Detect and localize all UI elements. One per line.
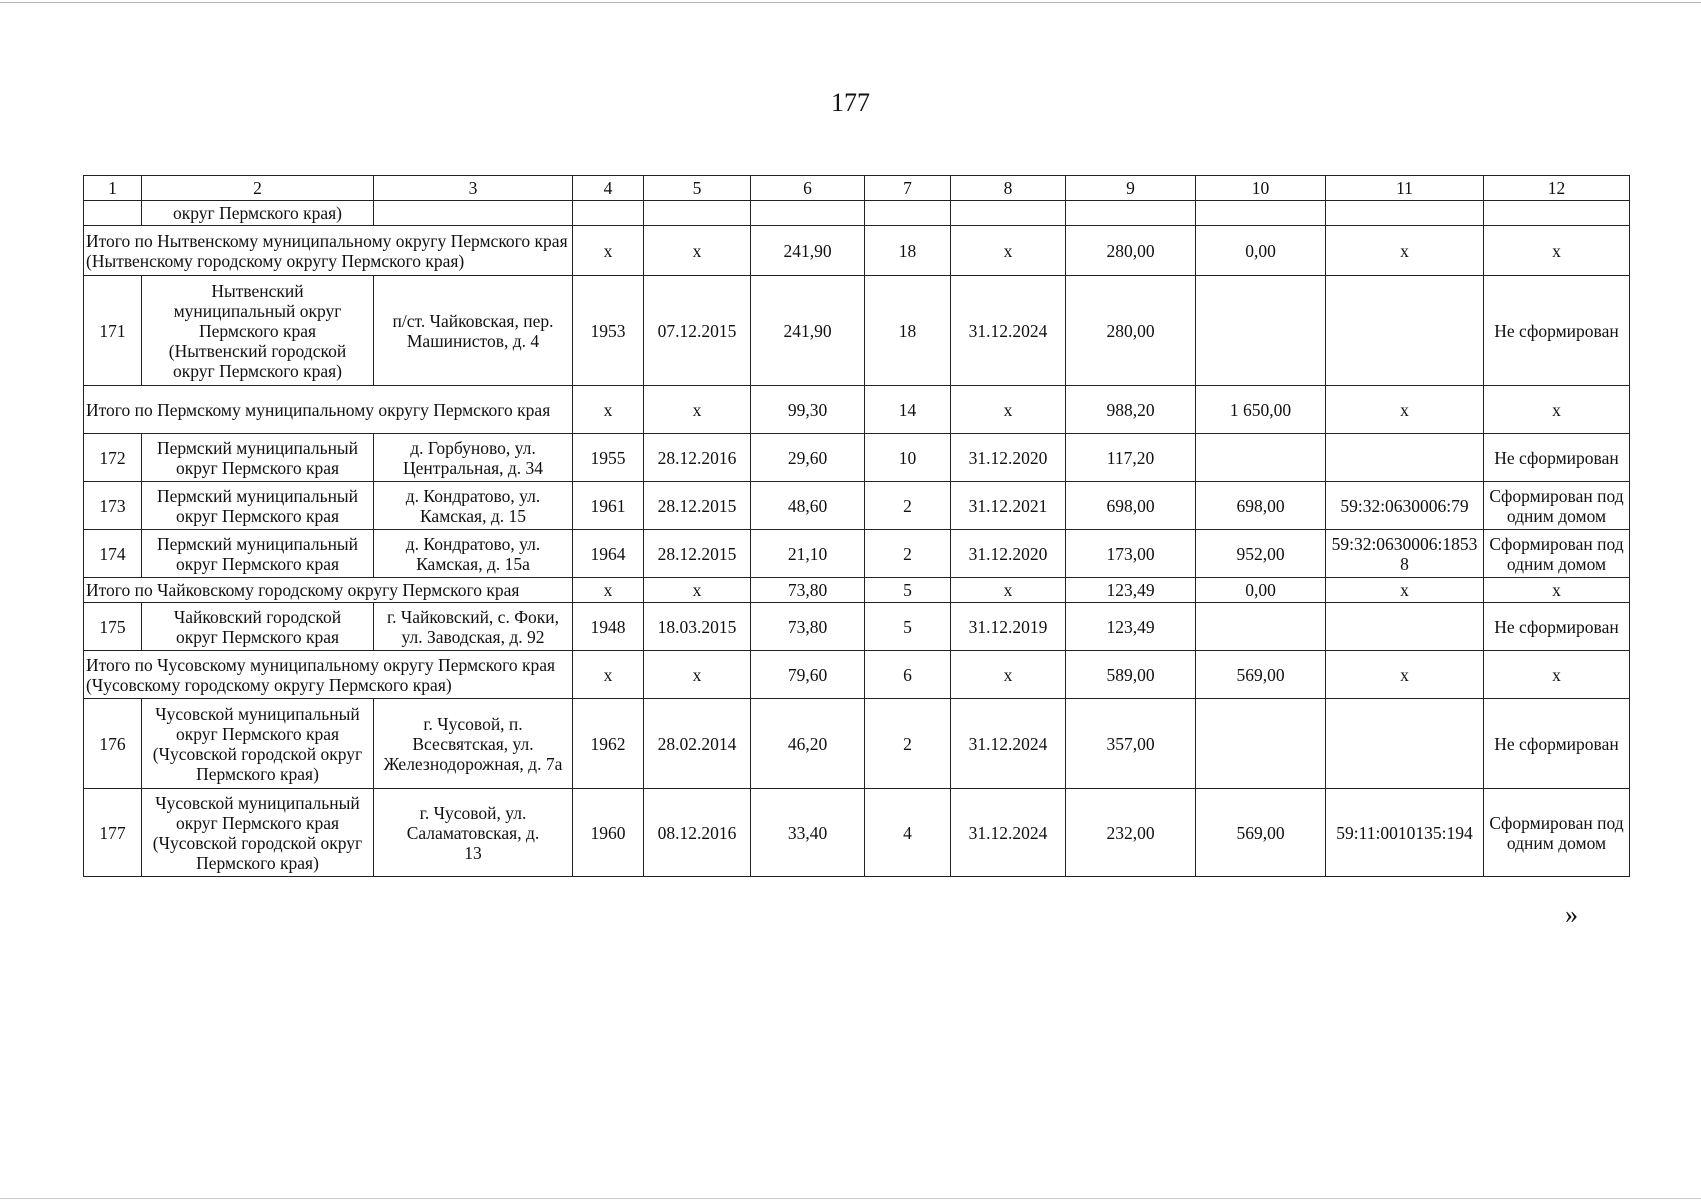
cell-address: п/ст. Чайковская, пер. Машинистов, д. 4 — [374, 276, 573, 386]
column-number: 11 — [1326, 176, 1484, 201]
cell-cadastral: x — [1326, 651, 1484, 699]
cell-area: 99,30 — [751, 386, 865, 434]
cell-area: 73,80 — [751, 578, 865, 603]
cell-status: x — [1484, 386, 1630, 434]
cell-municipality: Пермский муниципальный округ Пермского края — [142, 482, 374, 530]
cell-residents: 2 — [865, 482, 951, 530]
subtotal-label: Итого по Нытвенскому муниципальному округу Пермского края (Нытвенскому городскому округу Пермского края) — [84, 226, 573, 276]
cell-residents: 10 — [865, 434, 951, 482]
table-row — [84, 699, 1630, 789]
cell-value-10: 952,00 — [1196, 530, 1326, 578]
cell-address: д. Кондратово, ул. Камская, д. 15а — [374, 530, 573, 578]
cell-date: 28.12.2016 — [644, 434, 751, 482]
cell-cadastral — [1326, 276, 1484, 386]
cell-year: x — [573, 651, 644, 699]
cell-address: г. Чусовой, ул. Саламатовская, д. 13 — [374, 789, 573, 877]
subtotal-row — [84, 226, 1630, 276]
cell-residents: 18 — [865, 276, 951, 386]
column-number: 4 — [573, 176, 644, 201]
cell-value-10: 698,00 — [1196, 482, 1326, 530]
cell-deadline: x — [951, 578, 1066, 603]
cell-residents: 5 — [865, 578, 951, 603]
cell-date: 07.12.2015 — [644, 276, 751, 386]
cell-residents: 5 — [865, 603, 951, 651]
table-row — [84, 276, 1630, 386]
table-row — [84, 530, 1630, 578]
cell-address: д. Кондратово, ул. Камская, д. 15 — [374, 482, 573, 530]
cell-cadastral — [1326, 434, 1484, 482]
cell-deadline: x — [951, 651, 1066, 699]
cell-cadastral: 59:11:0010135:194 — [1326, 789, 1484, 877]
cell-cadastral: x — [1326, 578, 1484, 603]
cell-date: 28.02.2014 — [644, 699, 751, 789]
cell-value-9: 698,00 — [1066, 482, 1196, 530]
column-number: 3 — [374, 176, 573, 201]
cell-year: 1964 — [573, 530, 644, 578]
cell-municipality: Чайковский городской округ Пермского края — [142, 603, 374, 651]
cell-value-9: 173,00 — [1066, 530, 1196, 578]
continuation-row — [84, 201, 1630, 226]
cell-value-10: 0,00 — [1196, 578, 1326, 603]
cell-date: x — [644, 386, 751, 434]
cell-residents: 2 — [865, 699, 951, 789]
cell-status: Не сформирован — [1484, 603, 1630, 651]
cell-cadastral — [1326, 699, 1484, 789]
cell-value-10 — [1196, 699, 1326, 789]
cell-value-10 — [1196, 276, 1326, 386]
column-number-row — [84, 176, 1630, 201]
cell-year: 1948 — [573, 603, 644, 651]
cell-year: 1960 — [573, 789, 644, 877]
cell-deadline: 31.12.2024 — [951, 789, 1066, 877]
cell-value-9: 280,00 — [1066, 226, 1196, 276]
cell-date: 08.12.2016 — [644, 789, 751, 877]
cell-value-10 — [1196, 603, 1326, 651]
cell-date: 28.12.2015 — [644, 530, 751, 578]
subtotal-label: Итого по Чусовскому муниципальному округу Пермского края (Чусовскому городскому округу Пермского края) — [84, 651, 573, 699]
cell-address: д. Горбуново, ул. Центральная, д. 34 — [374, 434, 573, 482]
column-number: 2 — [142, 176, 374, 201]
cell-date: x — [644, 578, 751, 603]
column-number: 7 — [865, 176, 951, 201]
cell-cadastral — [1326, 603, 1484, 651]
cell-status: x — [1484, 578, 1630, 603]
subtotal-row — [84, 651, 1630, 699]
cell-cadastral: 59:32:0630006:1853 8 — [1326, 530, 1484, 578]
cell-date: 18.03.2015 — [644, 603, 751, 651]
cell-status: Сформирован под одним домом — [1484, 482, 1630, 530]
cell-year: 1955 — [573, 434, 644, 482]
cell-year: x — [573, 226, 644, 276]
cell-deadline: x — [951, 386, 1066, 434]
cell-value-9: 123,49 — [1066, 603, 1196, 651]
cell-area: 73,80 — [751, 603, 865, 651]
cell-area: 241,90 — [751, 276, 865, 386]
cell-number: 171 — [84, 276, 142, 386]
column-number: 12 — [1484, 176, 1630, 201]
housing-registry-table — [83, 175, 1630, 877]
cell-deadline: x — [951, 226, 1066, 276]
cell-deadline: 31.12.2019 — [951, 603, 1066, 651]
cell-date: 28.12.2015 — [644, 482, 751, 530]
cell-number: 174 — [84, 530, 142, 578]
cell-address — [374, 201, 573, 226]
column-number: 6 — [751, 176, 865, 201]
cell-area: 79,60 — [751, 651, 865, 699]
subtotal-row — [84, 578, 1630, 603]
table-row — [84, 482, 1630, 530]
cell-year: 1962 — [573, 699, 644, 789]
column-number: 5 — [644, 176, 751, 201]
cell-area: 46,20 — [751, 699, 865, 789]
cell-deadline: 31.12.2024 — [951, 276, 1066, 386]
cell-area: 48,60 — [751, 482, 865, 530]
cell-date: x — [644, 226, 751, 276]
cell-value-9: 123,49 — [1066, 578, 1196, 603]
cell-year: 1953 — [573, 276, 644, 386]
cell-municipality: Пермский муниципальный округ Пермского края — [142, 434, 374, 482]
cell-number: 176 — [84, 699, 142, 789]
cell-municipality: Нытвенский муниципальный округ Пермского края (Нытвенский городской округ Пермского края) — [142, 276, 374, 386]
cell-value-10: 569,00 — [1196, 651, 1326, 699]
cell-residents: 4 — [865, 789, 951, 877]
cell-area: 241,90 — [751, 226, 865, 276]
cell-value-9: 589,00 — [1066, 651, 1196, 699]
subtotal-row — [84, 386, 1630, 434]
cell-cadastral: x — [1326, 386, 1484, 434]
cell-value-9: 280,00 — [1066, 276, 1196, 386]
table-row — [84, 434, 1630, 482]
cell-municipality: Чусовской муниципальный округ Пермского края (Чусовской городской округ Пермского края) — [142, 789, 374, 877]
cell-municipality: округ Пермского края) — [142, 201, 374, 226]
subtotal-label: Итого по Пермскому муниципальному округу Пермского края — [84, 386, 573, 434]
cell-status: x — [1484, 226, 1630, 276]
cell-value-10 — [1196, 434, 1326, 482]
cell-status: Сформирован под одним домом — [1484, 789, 1630, 877]
table-row — [84, 603, 1630, 651]
cell-residents: 6 — [865, 651, 951, 699]
scan-top-edge — [0, 2, 1701, 3]
cell-municipality: Чусовской муниципальный округ Пермского края (Чусовской городской округ Пермского края) — [142, 699, 374, 789]
scan-bottom-edge — [0, 1198, 1701, 1199]
cell-area: 21,10 — [751, 530, 865, 578]
cell-deadline: 31.12.2020 — [951, 530, 1066, 578]
page-number: 177 — [831, 88, 870, 117]
subtotal-label: Итого по Чайковскому городскому округу Пермского края — [84, 578, 573, 603]
cell-area: 33,40 — [751, 789, 865, 877]
cell-year: x — [573, 578, 644, 603]
cell-value-10: 0,00 — [1196, 226, 1326, 276]
cell-status: x — [1484, 651, 1630, 699]
cell-value-9: 357,00 — [1066, 699, 1196, 789]
cell-year: 1961 — [573, 482, 644, 530]
cell-number — [84, 201, 142, 226]
cell-residents: 2 — [865, 530, 951, 578]
cell-cadastral: x — [1326, 226, 1484, 276]
cell-value-9: 988,20 — [1066, 386, 1196, 434]
cell-status: Не сформирован — [1484, 699, 1630, 789]
column-number: 8 — [951, 176, 1066, 201]
cell-date: x — [644, 651, 751, 699]
cell-number: 173 — [84, 482, 142, 530]
cell-status: Не сформирован — [1484, 276, 1630, 386]
cell-number: 175 — [84, 603, 142, 651]
cell-municipality: Пермский муниципальный округ Пермского края — [142, 530, 374, 578]
column-number: 1 — [84, 176, 142, 201]
cell-area: 29,60 — [751, 434, 865, 482]
cell-deadline: 31.12.2020 — [951, 434, 1066, 482]
cell-value-9: 232,00 — [1066, 789, 1196, 877]
closing-quote-mark: » — [1565, 900, 1578, 929]
cell-deadline: 31.12.2024 — [951, 699, 1066, 789]
cell-value-10: 1 650,00 — [1196, 386, 1326, 434]
table-row — [84, 789, 1630, 877]
cell-status: Не сформирован — [1484, 434, 1630, 482]
cell-address: г. Чайковский, с. Фоки, ул. Заводская, д. 92 — [374, 603, 573, 651]
cell-residents: 18 — [865, 226, 951, 276]
cell-year: x — [573, 386, 644, 434]
cell-address: г. Чусовой, п. Всесвятская, ул. Железнодорожная, д. 7а — [374, 699, 573, 789]
cell-residents: 14 — [865, 386, 951, 434]
cell-deadline: 31.12.2021 — [951, 482, 1066, 530]
cell-cadastral: 59:32:0630006:79 — [1326, 482, 1484, 530]
column-number: 9 — [1066, 176, 1196, 201]
cell-status: Сформирован под одним домом — [1484, 530, 1630, 578]
column-number: 10 — [1196, 176, 1326, 201]
cell-number: 177 — [84, 789, 142, 877]
cell-number: 172 — [84, 434, 142, 482]
cell-value-9: 117,20 — [1066, 434, 1196, 482]
cell-value-10: 569,00 — [1196, 789, 1326, 877]
